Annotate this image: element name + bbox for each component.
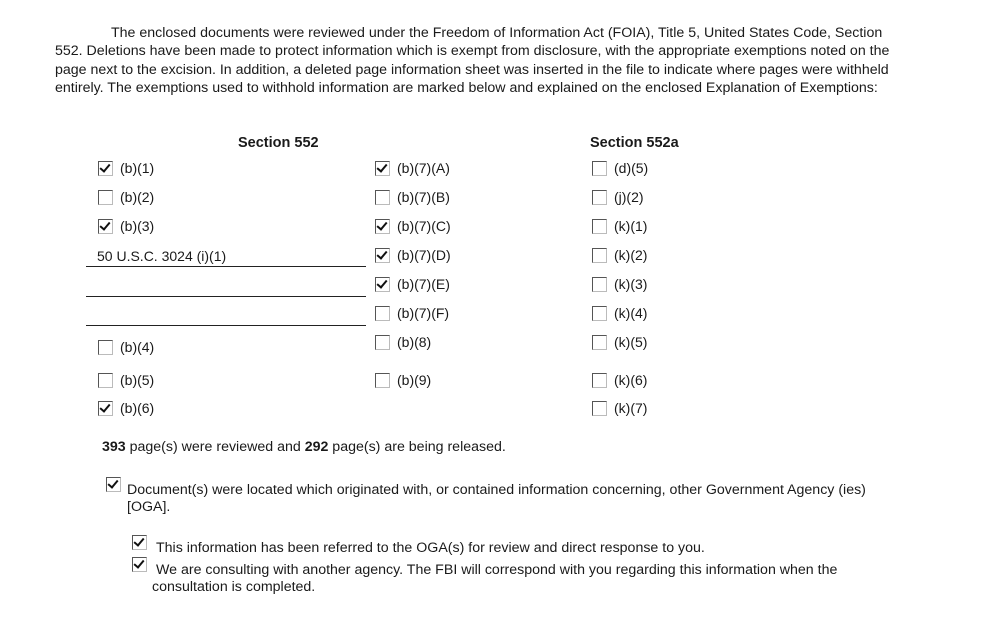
exemption-b3[interactable] <box>98 216 154 236</box>
exemption-b7f[interactable] <box>375 303 449 323</box>
exemption-d5[interactable] <box>592 158 648 178</box>
oga-referred-text: This information has been referred to the OGA(s) for review and direct response to you. <box>156 540 705 556</box>
checkbox-k7[interactable] <box>592 401 607 416</box>
exemption-b7e[interactable] <box>375 274 450 294</box>
exemption-b6[interactable] <box>98 398 154 418</box>
exemption-b6-label: (b)(6) <box>120 400 155 416</box>
exemption-b7e-label: (b)(7)(E) <box>397 276 450 292</box>
exemption-b4-label: (b)(4) <box>120 339 155 355</box>
exemption-k1-label: (k)(1) <box>614 218 648 234</box>
exemption-k1[interactable] <box>592 216 647 236</box>
b3-statute-line-3 <box>86 325 366 326</box>
checkbox-k5[interactable] <box>592 335 607 350</box>
exemption-b7c-label: (b)(7)(C) <box>397 218 451 234</box>
exemption-k5-label: (k)(5) <box>614 334 648 350</box>
exemption-b7a-label: (b)(7)(A) <box>397 160 450 176</box>
exemption-b7c[interactable] <box>375 216 451 236</box>
exemption-b7b-label: (b)(7)(B) <box>397 189 450 205</box>
exemption-k7[interactable] <box>592 398 647 418</box>
checkbox-oga-located[interactable] <box>106 477 121 492</box>
exemption-b3-label: (b)(3) <box>120 218 155 234</box>
exemption-b4[interactable] <box>98 337 154 357</box>
checkbox-b6[interactable] <box>98 401 113 416</box>
pages-released-text: page(s) are being released. <box>328 439 506 455</box>
section-552-heading: Section 552 <box>238 135 319 151</box>
checkbox-b1[interactable] <box>98 161 113 176</box>
intro-text: The enclosed documents were reviewed under the Freedom of Information Act (FOIA), Title 5, United States Code, Section 552. Deletions have been made to protect information which is exempt from disclosure, with the appropriate exemptions noted on the page next to the excision. In addition, a deleted page information sheet was inserted in the file to indicate where pages were withheld entirely. The exemptions used to withhold information are marked below and explained on the enclosed Explanation of Exemptions: <box>55 25 890 97</box>
pages-released-count: 292 <box>304 439 329 455</box>
checkbox-b5[interactable] <box>98 373 113 388</box>
exemption-k4[interactable] <box>592 303 647 323</box>
page-count-statement <box>102 439 506 455</box>
checkbox-b7f[interactable] <box>375 306 390 321</box>
exemption-b5-label: (b)(5) <box>120 372 155 388</box>
exemption-k4-label: (k)(4) <box>614 305 648 321</box>
exemption-b7d-label: (b)(7)(D) <box>397 247 451 263</box>
exemption-b5[interactable] <box>98 370 154 390</box>
checkbox-b7a[interactable] <box>375 161 390 176</box>
exemption-b1[interactable] <box>98 158 154 178</box>
checkbox-k4[interactable] <box>592 306 607 321</box>
checkbox-k6[interactable] <box>592 373 607 388</box>
exemption-b8-label: (b)(8) <box>397 334 432 350</box>
exemption-b9[interactable] <box>375 370 431 390</box>
checkbox-j2[interactable] <box>592 190 607 205</box>
checkbox-b7d[interactable] <box>375 248 390 263</box>
exemption-k2-label: (k)(2) <box>614 247 648 263</box>
exemption-k5[interactable] <box>592 332 647 352</box>
checkbox-d5[interactable] <box>592 161 607 176</box>
checkbox-k1[interactable] <box>592 219 607 234</box>
checkbox-b7b[interactable] <box>375 190 390 205</box>
b3-statute-line-1 <box>86 266 366 267</box>
checkbox-b3[interactable] <box>98 219 113 234</box>
exemption-b9-label: (b)(9) <box>397 372 432 388</box>
intro-paragraph <box>55 24 895 98</box>
pages-reviewed-text: page(s) were reviewed and <box>125 439 305 455</box>
exemption-k3[interactable] <box>592 274 647 294</box>
exemption-b7a[interactable] <box>375 158 450 178</box>
b3-statute-line-2 <box>86 296 366 297</box>
exemption-b1-label: (b)(1) <box>120 160 155 176</box>
exemption-b8[interactable] <box>375 332 431 352</box>
exemption-k6[interactable] <box>592 370 647 390</box>
section-552a-heading: Section 552a <box>590 135 679 151</box>
exemption-b2-label: (b)(2) <box>120 189 155 205</box>
checkbox-k2[interactable] <box>592 248 607 263</box>
exemption-b7b[interactable] <box>375 187 450 207</box>
exemption-d5-label: (d)(5) <box>614 160 649 176</box>
checkbox-b7e[interactable] <box>375 277 390 292</box>
checkbox-b2[interactable] <box>98 190 113 205</box>
b3-statute-text: 50 U.S.C. 3024 (i)(1) <box>97 248 227 264</box>
checkbox-b7c[interactable] <box>375 219 390 234</box>
checkbox-oga-referred[interactable] <box>132 535 147 550</box>
exemption-b7d[interactable] <box>375 245 451 265</box>
exemption-b7f-label: (b)(7)(F) <box>397 305 450 321</box>
exemption-k3-label: (k)(3) <box>614 276 648 292</box>
oga-located-text: Document(s) were located which originated with, or contained information concerning, other Government Agency (ies) [OGA]. <box>127 482 866 515</box>
checkbox-b4[interactable] <box>98 340 113 355</box>
checkbox-b9[interactable] <box>375 373 390 388</box>
checkbox-k3[interactable] <box>592 277 607 292</box>
exemption-k2[interactable] <box>592 245 647 265</box>
checkbox-b8[interactable] <box>375 335 390 350</box>
exemption-b2[interactable] <box>98 187 154 207</box>
exemption-k6-label: (k)(6) <box>614 372 648 388</box>
checkbox-oga-consulting[interactable] <box>132 557 147 572</box>
oga-consulting-text: We are consulting with another agency. The FBI will correspond with you regarding this information when the consultation is completed. <box>152 562 838 595</box>
pages-reviewed-count: 393 <box>102 439 126 455</box>
exemption-j2[interactable] <box>592 187 644 207</box>
exemption-j2-label: (j)(2) <box>614 189 644 205</box>
exemption-k7-label: (k)(7) <box>614 400 648 416</box>
